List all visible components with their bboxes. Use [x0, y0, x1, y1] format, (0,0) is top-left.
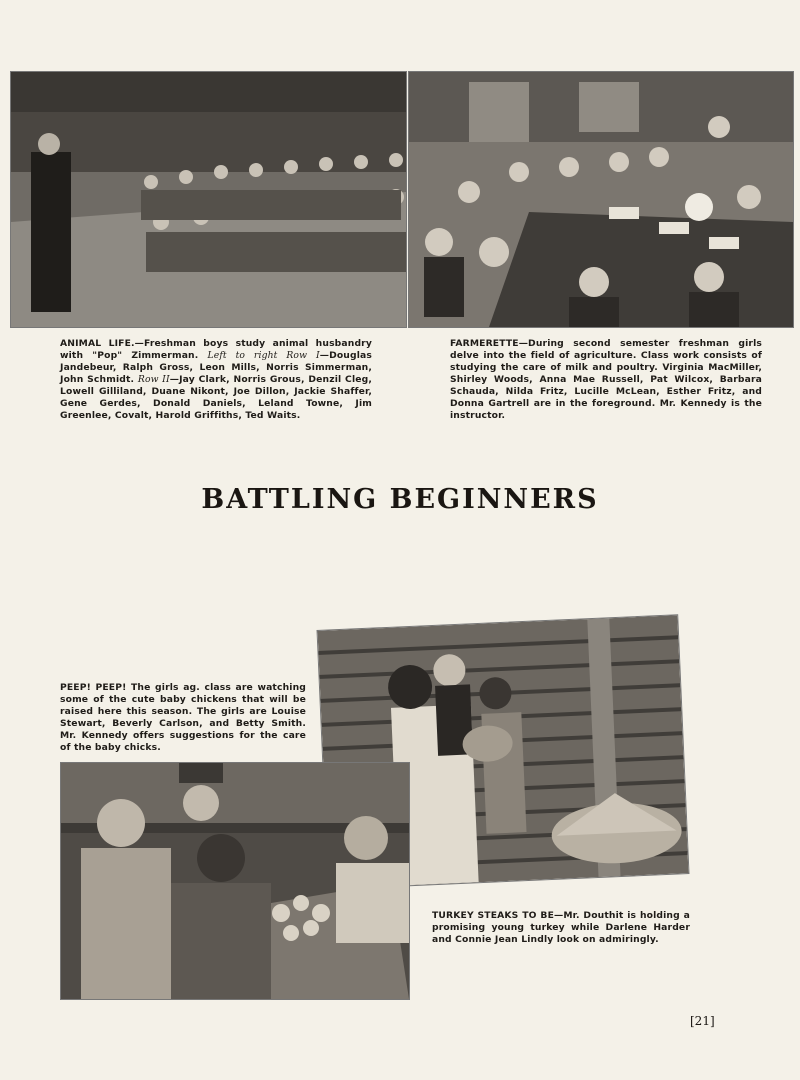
peep-caption: [60, 682, 306, 754]
chicks-photo: [60, 762, 410, 1000]
farmerette-caption-text: —During second semester freshman girls delve into the field of agriculture. Class work consists of studying the care of milk and poultry. Virginia MacMiller, Shirley Woods, Anna Mae Russell, Pat Wilcox, Barbara Schauda, Nilda Fritz, Lucille McLean, Esther Fritz, and Donna Gartrell are in the foreground. Mr. Kennedy is the instructor.: [450, 338, 762, 421]
peep-caption-lead: PEEP! PEEP!: [60, 682, 127, 693]
farmerette-caption-lead: FARMERETTE: [450, 338, 519, 349]
animal-life-caption-italic-2: Row II: [137, 374, 170, 385]
page-number: [21]: [690, 1014, 715, 1028]
turkey-caption-text: —Mr. Douthit is holding a promising young turkey while Darlene Harder and Connie Jean Lindly look on admiringly.: [432, 910, 690, 945]
farmerette-caption: [450, 338, 762, 422]
animal-life-caption-text-3: —Jay Clark, Norris Grous, Denzil Cleg, Lowell Gilliland, Duane Nikont, Joe Dillon, Jackie Shaffer, Gene Gerdes, Donald Daniels, Leland Towne, Jim Greenlee, Covalt, Harold Griffiths, Ted Waits.: [60, 374, 372, 421]
peep-caption-text: The girls ag. class are watching some of the cute baby chickens that will be raised here this season. The girls are Louise Stewart, Beverly Carlson, and Betty Smith. Mr. Kennedy offers suggestions for the care of the baby chicks.: [60, 682, 306, 753]
turkey-caption: [432, 910, 690, 946]
farmerette-photo: [408, 71, 794, 328]
page-headline: BATTLING BEGINNERS: [201, 484, 599, 515]
turkey-caption-lead: TURKEY STEAKS TO BE: [432, 910, 554, 921]
animal-life-caption: [60, 338, 372, 422]
animal-life-photo: [10, 71, 407, 328]
animal-life-caption-text-1: —Freshman boys study animal husbandry with "Pop" Zimmerman.: [60, 338, 372, 361]
animal-life-caption-italic-1: Left to right Row I: [207, 350, 320, 361]
animal-life-caption-lead: ANIMAL LIFE.: [60, 338, 135, 349]
animal-life-caption-text-2: —Douglas Jandebeur, Ralph Gross, Leon Mills, Norris Simmerman, John Schmidt.: [60, 350, 372, 385]
